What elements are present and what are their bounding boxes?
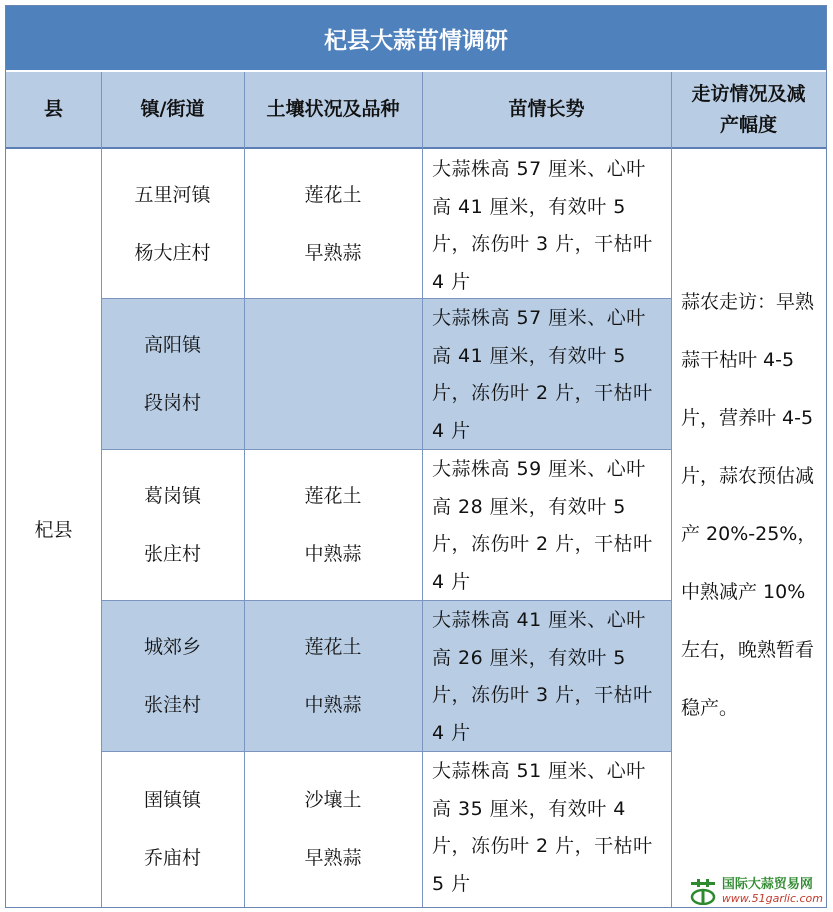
soil-type: 莲花土 — [304, 484, 362, 507]
town-name: 高阳镇 — [143, 333, 201, 356]
growth-cell: 大蒜株高 51 厘米、心叶高 35 厘米，有效叶 4 片，冻伤叶 2 片，干枯叶 5 片 — [432, 760, 653, 895]
header-county: 县 — [6, 72, 101, 147]
grid-line — [101, 298, 671, 299]
soil-variety-cell — [244, 298, 422, 449]
grid-line — [101, 751, 671, 752]
town-cell — [101, 600, 244, 751]
grid-line — [101, 72, 102, 907]
garlic-variety: 中熟蒜 — [304, 542, 362, 565]
growth-cell: 大蒜株高 57 厘米、心叶高 41 厘米，有效叶 5 片，冻伤叶 3 片，干枯叶 4 片 — [432, 158, 653, 293]
header-visit: 走访情况及减产幅度 — [671, 72, 826, 147]
town-name: 五里河镇 — [134, 183, 211, 206]
town-cell — [101, 449, 244, 600]
village-name: 段岗村 — [143, 391, 201, 414]
village-name: 张洼村 — [143, 693, 201, 716]
town-name: 葛岗镇 — [143, 484, 201, 507]
header-town: 镇/街道 — [101, 72, 244, 147]
garlic-variety: 中熟蒜 — [304, 693, 362, 716]
soil-variety-cell — [244, 600, 422, 751]
grid-line — [671, 72, 672, 907]
soil-variety-cell — [244, 751, 422, 907]
soil-type: 莲花土 — [304, 635, 362, 658]
grid-line — [244, 72, 245, 907]
watermark-url: www.51garlic.com — [721, 892, 823, 905]
garlic-variety: 早熟蒜 — [304, 847, 362, 869]
visit-note-cell: 蒜农走访：早熟蒜干枯叶 4-5 片，营养叶 4-5 片，蒜农预估减产 20%-25%，中熟减产 10%左右，晚熟暂看稳产。 — [681, 291, 817, 719]
town-name: 城郊乡 — [143, 635, 201, 658]
village-name: 张庄村 — [143, 542, 201, 565]
town-name: 圉镇镇 — [143, 789, 201, 811]
grid-line — [101, 449, 671, 450]
county-cell: 杞县 — [34, 518, 73, 541]
site-watermark — [688, 878, 823, 906]
soil-variety-cell — [244, 449, 422, 600]
garlic-variety: 早熟蒜 — [304, 241, 362, 264]
town-cell — [101, 298, 244, 449]
header-growth: 苗情长势 — [422, 72, 671, 147]
village-name: 乔庙村 — [143, 847, 201, 869]
garlic-logo-icon — [688, 879, 718, 905]
grid-line — [101, 600, 671, 601]
growth-cell: 大蒜株高 57 厘米、心叶高 41 厘米，有效叶 5 片，冻伤叶 2 片，干枯叶 4 片 — [432, 307, 653, 442]
watermark-site-name: 国际大蒜贸易网 — [721, 877, 813, 892]
header-soil-variety: 土壤状况及品种 — [244, 72, 422, 147]
town-cell — [101, 751, 244, 907]
growth-cell: 大蒜株高 41 厘米、心叶高 26 厘米，有效叶 5 片，冻伤叶 3 片，干枯叶 4 片 — [432, 609, 653, 744]
growth-cell: 大蒜株高 59 厘米、心叶高 28 厘米，有效叶 5 片，冻伤叶 2 片，干枯叶 4 片 — [432, 458, 653, 593]
soil-variety-cell — [244, 149, 422, 298]
soil-type: 沙壤土 — [304, 789, 362, 811]
town-cell — [101, 149, 244, 298]
table-title: 杞县大蒜苗情调研 — [6, 6, 826, 70]
soil-type: 莲花土 — [304, 183, 362, 206]
village-name: 杨大庄村 — [134, 241, 211, 264]
grid-line — [422, 72, 423, 907]
